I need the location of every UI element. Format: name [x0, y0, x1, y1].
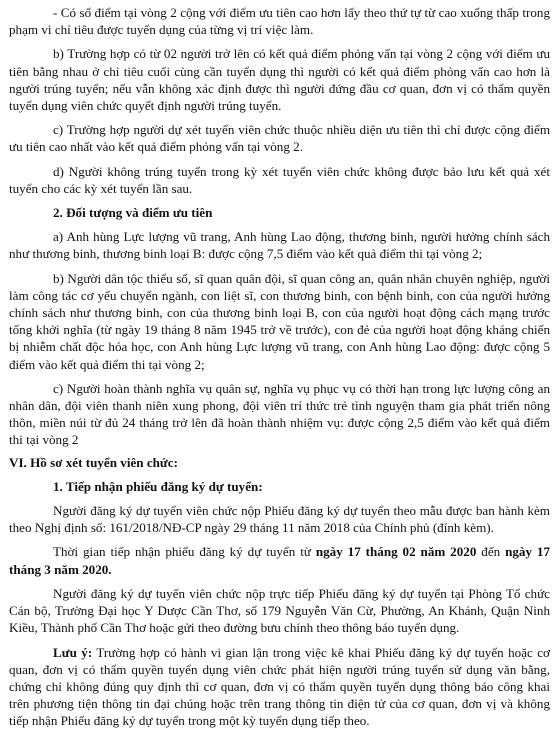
note-label: Lưu ý: — [53, 644, 93, 660]
heading-priority-subjects: 2. Đối tượng và điểm ưu tiên — [53, 205, 213, 221]
paragraph-no-reservation: d) Người không trúng tuyển trong kỳ xét tuyển viên chức không được bảo lưu kết quả xét tuyển cho các kỳ xét tuyển lần sau. — [9, 163, 550, 196]
paragraph-tie-rule: b) Trường hợp có từ 02 người trở lên có kết quả điểm phỏng vấn tại vòng 2 cộng với điểm ưu tiên bằng nhau ở chỉ tiêu cuối cùng cần tuyển dụng thì người có kết quả điểm phỏng vấn cao hơn là người trúng tuyển; nếu vẫn không xác định được thì người đứng đầu cơ quan, đơn vị có thẩm quyền tuyển dụng viên chức quyết định người trúng tuyển. — [9, 46, 550, 114]
note-text: Trường hợp có hành vi gian lận trong việc kê khai Phiếu đăng ký dự tuyển hoặc cơ quan, đơn vị có thẩm quyền tuyển dụng viên chức phát hiện người trúng tuyển sử dụng văn bằng, chứng chỉ không đúng quy định thì cơ quan, đơn vị có thẩm quyền tuyển dụng thông báo công khai trên phương tiện thông tin đại chúng hoặc trên trang thông tin điện tử của cơ quan, đơn vị và không tiếp nhận Phiếu đăng ký dự tuyển trong một kỳ tuyển dụng tiếp theo. — [9, 644, 550, 729]
priority-item-c: c) Người hoàn thành nghĩa vụ quân sự, nghĩa vụ phục vụ có thời hạn trong lực lượng công an nhân dân, đội viên thanh niên xung phong, đội viên trí thức trẻ tình nguyện tham gia phát triển nông thôn, miền núi từ đủ 24 tháng trở lên đã hoàn thành nhiệm vụ: được cộng 2,5 điểm vào kết quả điểm thi tại vòng 2 — [9, 380, 550, 448]
paragraph-submission-place: Người đăng ký dự tuyển viên chức nộp trực tiếp Phiếu đăng ký dự tuyển tại Phòng Tổ chức Cán bộ, Trường Đại học Y Dược Cần Thơ, số 179 Nguyễn Văn Cừ, Phường, An Khánh, Quận Ninh Kiều, Thành phố Cần Thơ hoặc gửi theo đường bưu chính theo thông báo tuyển dụng. — [9, 585, 550, 636]
paragraph-reception-time — [9, 543, 550, 577]
heading-reception: 1. Tiếp nhận phiếu đăng ký dự tuyển: — [53, 478, 263, 494]
reception-time-prefix: Thời gian tiếp nhận phiếu đăng ký dự tuyển từ — [53, 544, 316, 560]
priority-item-a: a) Anh hùng Lực lượng vũ trang, Anh hùng Lao động, thương binh, người hưởng chính sách như thương binh, thương binh loại B: được cộng 7,5 điểm vào kết quả điểm thi tại vòng 2; — [9, 229, 550, 262]
paragraph-registration-form: Người đăng ký dự tuyển viên chức nộp Phiếu đăng ký dự tuyển theo mẫu được ban hành kèm theo Nghị định số: 161/2018/NĐ-CP ngày 29 tháng 11 năm 2018 của Chính phủ (đính kèm). — [9, 503, 550, 536]
reception-start-date: ngày 17 tháng 02 năm 2020 — [315, 544, 477, 560]
section-vi-title: VI. Hồ sơ xét tuyển viên chức: — [9, 454, 178, 470]
reception-end-date: ngày 17 tháng 3 năm 2020. — [9, 544, 550, 577]
paragraph-note — [9, 644, 550, 730]
paragraph-criteria: - Có số điểm tại vòng 2 cộng với điểm ưu tiên cao hơn lấy theo thứ tự từ cao xuống thấp trong phạm vi chỉ tiêu được tuyển dụng của từng vị trí việc làm. — [9, 5, 550, 38]
reception-time-middle: đến — [476, 544, 506, 560]
priority-item-b: b) Người dân tộc thiểu số, sĩ quan quân đội, sĩ quan công an, quân nhân chuyên nghiệp, người làm công tác cơ yếu chuyển ngành, con liệt sĩ, con thương binh, con bệnh binh, con của người hưởng chính sách như thương binh, con của thương binh loại B, con của người hoạt động cách mạng trước tổng khởi nghĩa (từ ngày 19 tháng 8 năm 1945 trở về trước), con đẻ của người hoạt động kháng chiến bị nhiễm chất độc hóa học, con Anh hùng Lực lượng vũ trang, con Anh hùng Lao động: được cộng 5 điểm vào kết quả điểm thi tại vòng 2; — [9, 270, 550, 372]
paragraph-multiple-priority: c) Trường hợp người dự xét tuyển viên chức thuộc nhiều diện ưu tiên thì chỉ được cộng điểm ưu tiên cao nhất vào kết quả điểm phỏng vấn tại vòng 2. — [9, 122, 550, 155]
